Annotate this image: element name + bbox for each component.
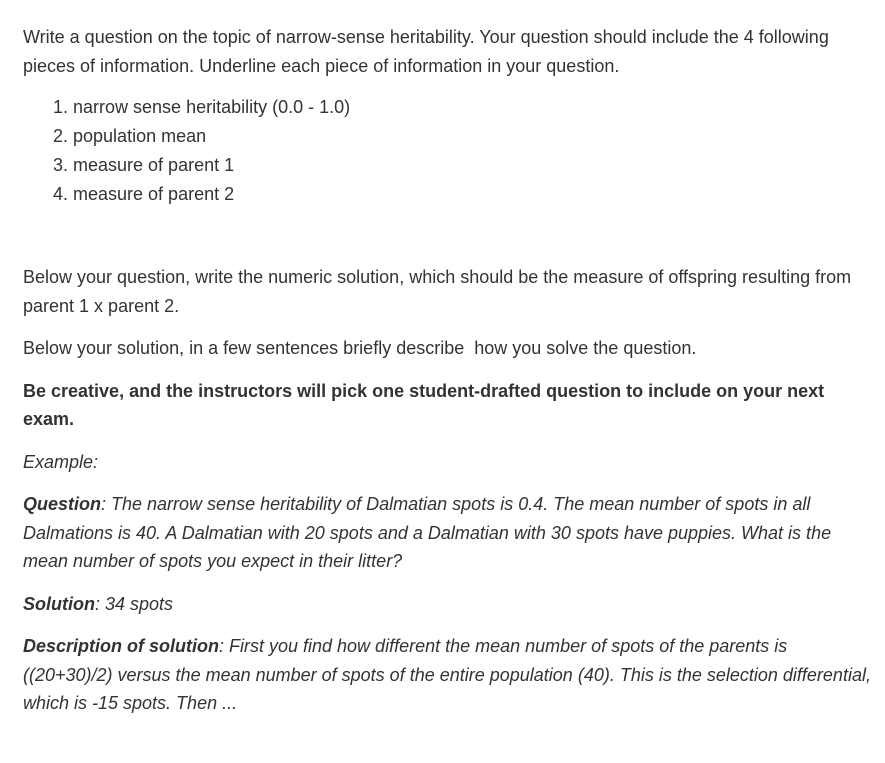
example-description-text: : First you find how different the mean number of spots of the parents is ((20+30)/2) versus the mean number of spots of the entire population (40). This is the selection differential, which is -15 spots. Then ... [23,636,871,713]
example-solution-label: Solution [23,593,95,614]
assignment-content [23,23,873,732]
example-description [23,632,873,718]
example-solution [23,590,873,619]
requirement-item-parent-2: 4. measure of parent 2 [53,184,235,204]
creative-note: Be creative, and the instructors will pick one student-drafted question to include on your next exam. [23,380,825,429]
description-instruction: Below your solution, in a few sentences briefly describe how you solve the question. [23,338,697,358]
requirements-list [23,93,873,209]
requirement-item-parent-1: 3. measure of parent 1 [53,155,235,175]
example-question-text: : The narrow sense heritability of Dalmatian spots is 0.4. The mean number of spots in all Dalmations is 40. A Dalmatian with 20 spots and a Dalmatian with 30 spots have puppies. What is the mean number of spots you expect in their litter? [23,494,832,571]
spacer [23,209,873,263]
example-solution-text: : 34 spots [94,593,174,614]
requirement-item-population-mean: 2. population mean [53,126,207,146]
requirement-item-heritability: 1. narrow sense heritability (0.0 - 1.0) [53,97,351,117]
example-description-label: Description of solution [23,636,219,656]
solution-instruction: Below your question, write the numeric solution, which should be the measure of offspring resulting from parent 1 x parent 2. [23,267,852,316]
example-question [23,490,873,576]
example-question-label: Question [23,494,102,514]
example-heading: Example: [23,451,99,472]
intro-paragraph: Write a question on the topic of narrow-sense heritability. Your question should include the 4 following pieces of information. Underline each piece of information in your question. [23,27,829,76]
